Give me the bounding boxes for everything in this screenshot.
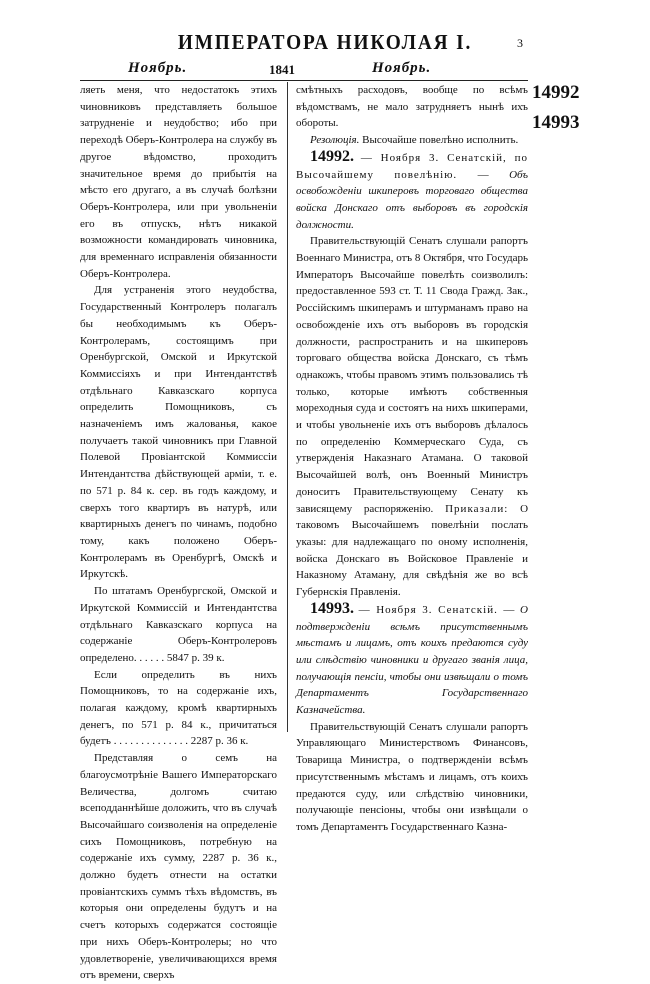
paragraph: ляеть меня, что недостатокъ этихъ чиновниковъ представляеть большое затрудненіе и неудобство; ибо при переходѣ Оберъ-Контролера на службу въ другое вѣдомство, проходитъ значительное время до прибытія на мѣсто его другаго, а въ случаѣ болѣзни Оберъ-Контролера, или при увольненіи его въ отпускъ, нѣтъ никакой возможности командировать чиновника, для временнаго исправленія обязанности Оберъ-Контролера. xyxy=(80,84,277,280)
resolution xyxy=(296,132,528,149)
resolution-label: Резолюція. xyxy=(310,134,360,147)
right-column xyxy=(296,82,529,833)
entry-heading-14992 xyxy=(296,149,528,234)
year: 1841 xyxy=(269,62,295,77)
margin-number-14993: 14993 xyxy=(532,112,580,133)
month-left: Ноябрь. xyxy=(128,60,188,76)
header-rule xyxy=(80,80,528,81)
margin-number-14992: 14992 xyxy=(532,82,580,103)
entry-number: 14993. xyxy=(310,599,354,617)
paragraph-text: О таковомъ Высочайшемъ повелѣніи послать указы: для надлежащаго по оному исполненія, войска Донскаго въ Войсковое Правленіе и Наказному Атаману, для свѣдѣнія же во всѣ Губернскія Правленія. xyxy=(296,502,529,599)
entry-date: — Ноября 3. Сенатскій, по Высочайшему повелѣнію. — xyxy=(296,151,528,181)
resolution-text: Высочайше повелѣно исполнить. xyxy=(362,134,519,147)
paragraph-text: Правительствующій Сенатъ слушали рапортъ Военнаго Министра, отъ 8 Октября, что Государь Императоръ Высочайше повелѣть соизволилъ: предоставленное 593 ст. Т. 11 Свода Гражд. Зак., Россійскимъ шкиперамъ и штурманамъ право на освобожденіе ихъ отъ выборовъ въ городскія должности, распространить и на шкиперовъ торговаго общества войска Донскаго, съ тѣмъ однакожъ, чтобы правомъ этимъ пользовались тѣ только, которые имѣютъ собственныя мореходныя суда и состоятъ на нихъ шкиперами, и чтобы увольненіе ихъ отъ выборовъ дѣлалось по определенію Коммерческаго Суда, съ утвержденія Наказнаго Атамана. О таковой Высочайшей волѣ, онъ Военный Министръ доноситъ Правительствующему Сенату къ зависящему распоряженію. xyxy=(296,235,528,515)
paragraph: Правительствующій Сенатъ слушали рапортъ Управляющаго Министерствомъ Финансовъ, Товарища Министра, о подтвержденіи всѣмъ присутственнымъ мѣстамъ и лицамъ, отъ коихъ предаются суду, или слѣдствію чиновники, получающіе пенсіоны, чтобы они извѣщали о томъ Департаментъ Государственнаго Казна- xyxy=(296,720,528,833)
entry-heading-14993 xyxy=(296,601,528,719)
page-number: 3 xyxy=(517,36,523,50)
left-column xyxy=(80,82,277,982)
entry-date: — Ноября 3. Сенатскій. — xyxy=(358,603,516,616)
entry-title: Объ освобожденіи шкиперовъ торговаго общества войска Донскаго отъ выборовъ въ городскія должности. xyxy=(296,168,528,231)
paragraph: Для устраненія этого неудобства, Государственный Контролеръ полагалъ бы необходимымъ къ Оберъ-Контролерамъ, состоящимъ при Оренбургской, Омской и Иркутской Коммиссіяхъ и при Интендантствѣ отдѣльнаго Кавказскаго корпуса определить Помощниковъ, съ назначеніемъ имъ жалованья, какое получаетъ такой чиновникъ при Главной Полевой Провіантской Коммиссіи Интендантства дѣйствующей арміи, т. е. по 571 р. 84 к. сер. въ годъ каждому, и сверхъ того квартиръ въ натурѣ, или квартирныхъ денегъ по чинамъ, подобно тому, какъ положено Оберъ-Контролерамъ въ Оренбургѣ, Омскѣ и Иркутскѣ. xyxy=(80,284,277,581)
paragraph: По штатамъ Оренбургской, Омской и Иркутской Коммиссій и Интендантства отдѣльнаго Кавказскаго корпуса на содержаніе Оберъ-Контролеровъ определено. . . . . . 5847 р. 39 к. xyxy=(80,585,277,664)
paragraph: смѣтныхъ расходовъ, вообще по всѣмъ вѣдомствамъ, не мало затрудняетъ нынѣ ихъ обороты. xyxy=(296,84,528,130)
page-title: ИМПЕРАТОРА НИКОЛАЯ I. xyxy=(177,30,473,54)
paragraph xyxy=(296,233,528,600)
month-right: Ноябрь. xyxy=(372,60,432,76)
entry-title: О подтвержденіи всѣмъ присутственнымъ мѣстамъ и лицамъ, отъ коихъ предаются суду или слѣдствію чиновники и другаго званія лица, получающія пенсіи, чтобы они извѣщали о томъ Департаментъ Государственнаго Казначейства. xyxy=(296,603,528,717)
paragraph: Если определить въ нихъ Помощниковъ, то на содержаніе ихъ, полагая каждому, кромѣ квартирныхъ денегъ, по 571 р. 84 к., причитаться будетъ . . . . . . . . . . . . . . 2287 р. 36 к. xyxy=(80,668,277,748)
entry-number: 14992. xyxy=(310,147,354,165)
column-divider xyxy=(287,82,288,732)
paragraph: Представляя о семъ на благоусмотрѣніе Вашего Императорскаго Величества, долгомъ считаю всеподданнѣйше доложить, что въ случаѣ Высочайшаго соизволенія на определеніе сихъ Помощниковъ, потребную на содержаніе ихъ сумму, 2287 р. 36 к., должно будетъ отнести на остатки провіантскихъ суммъ тѣхъ вѣдомствъ, въ которыя они определены будутъ и на счетъ которыхъ содержатся состоящіе при нихъ Оберъ-Контролеры; но что удовлетвореніе, увеличивающихся время отъ времени, сверхъ xyxy=(80,752,277,982)
prikazali-label: Приказали: xyxy=(445,502,509,515)
